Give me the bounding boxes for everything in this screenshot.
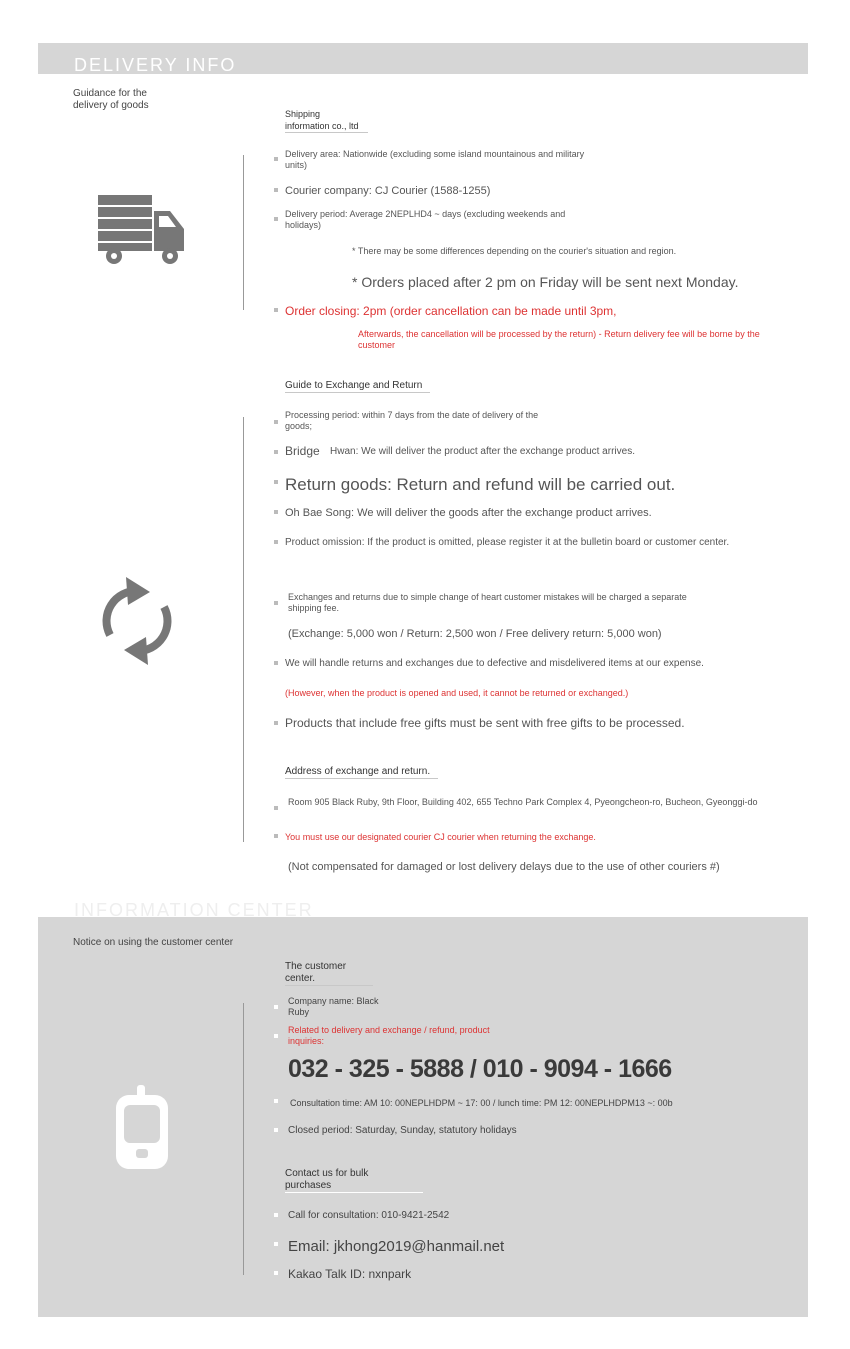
free-gifts: Products that include free gifts must be sent with free gifts to be processed.: [285, 716, 685, 730]
simple-change: Exchanges and returns due to simple change of heart customer mistakes will be charged a separate shipping fee.: [288, 592, 687, 613]
company-name: Company name: Black Ruby: [288, 996, 379, 1017]
bullet: [274, 1099, 278, 1103]
bullet: [274, 601, 278, 605]
bullet: [274, 450, 278, 454]
phone-number: 032 - 325 - 5888 / 010 - 9094 - 1666: [288, 1055, 672, 1083]
not-compensated: (Not compensated for damaged or lost delivery delays due to the use of other couriers #): [288, 861, 720, 873]
order-closing: Order closing: 2pm (order cancellation can be made until 3pm,: [285, 304, 617, 318]
bullet: [274, 1128, 278, 1132]
delivery-area: Delivery area: Nationwide (excluding some island mountainous and military units): [285, 149, 585, 170]
bullet: [274, 806, 278, 810]
note-differences: * There may be some differences depending on the courier's situation and region.: [352, 246, 677, 256]
courier-notice: You must use our designated courier CJ courier when returning the exchange.: [285, 832, 596, 842]
bullet: [274, 540, 278, 544]
kakao-id: Kakao Talk ID: nxnpark: [288, 1267, 412, 1281]
return-address: Room 905 Black Ruby, 9th Floor, Building 402, 655 Techno Park Complex 4, Pyeongcheon-ro, Bucheon, Gyeonggi-do: [288, 797, 758, 807]
processing-period: Processing period: within 7 days from the date of delivery of the goods;: [285, 410, 539, 431]
opened-notice: (However, when the product is opened and used, it cannot be returned or exchanged.): [285, 688, 629, 698]
courier-company: Courier company: CJ Courier (1588-1255): [285, 185, 491, 197]
delivery-title: DELIVERY INFO: [74, 55, 237, 75]
bullet: [274, 1034, 278, 1038]
email: Email: jkhong2019@hanmail.net: [288, 1238, 505, 1255]
bullet: [274, 510, 278, 514]
bridge-text: Hwan: We will deliver the product after the exchange product arrives.: [330, 446, 635, 457]
bullet: [274, 188, 278, 192]
bullet: [274, 1005, 278, 1009]
exchange-heading: Guide to Exchange and Return: [285, 380, 430, 393]
oh-bae-song: Oh Bae Song: We will deliver the goods after the exchange product arrives.: [285, 507, 652, 519]
info-title: INFORMATION CENTER: [74, 900, 314, 920]
shipping-heading: Shipping information co., ltd: [285, 108, 368, 133]
truck-icon: [96, 193, 188, 272]
note-friday: * Orders placed after 2 pm on Friday will be sent next Monday.: [352, 274, 739, 290]
phone-icon: [113, 1083, 171, 1176]
product-omission: Product omission: If the product is omitted, please register it at the bulletin board or customer center.: [285, 537, 730, 548]
delivery-divider: [243, 155, 244, 310]
return-goods: Return goods: Return and refund will be carried out.: [285, 475, 676, 494]
bullet: [274, 308, 278, 312]
refresh-icon: [98, 577, 176, 670]
bridge-label: Bridge: [285, 444, 320, 458]
bullet: [274, 834, 278, 838]
bullet: [274, 420, 278, 424]
related-inquiries: Related to delivery and exchange / refund, product inquiries:: [288, 1025, 490, 1046]
bullet: [274, 157, 278, 161]
bullet: [274, 1242, 278, 1246]
bullet: [274, 661, 278, 665]
closed-period: Closed period: Saturday, Sunday, statutory holidays: [288, 1125, 517, 1136]
exchange-divider: [243, 417, 244, 842]
bullet: [274, 480, 278, 484]
defective-items: We will handle returns and exchanges due to defective and misdelivered items at our expense.: [285, 658, 704, 669]
customer-center-heading: The customer center.: [285, 961, 373, 986]
bullet: [274, 217, 278, 221]
call-consultation: Call for consultation: 010-9421-2542: [288, 1210, 450, 1221]
info-divider: [243, 1003, 244, 1275]
bullet: [274, 1213, 278, 1217]
address-heading: Address of exchange and return.: [285, 766, 438, 779]
order-closing-detail: Afterwards, the cancellation will be processed by the return) - Return delivery fee will be borne by the customer: [358, 329, 760, 350]
consultation-time: Consultation time: AM 10: 00NEPLHDPM ~ 17: 00 / lunch time: PM 12: 00NEPLHDPM13 ~: 00b: [290, 1098, 673, 1108]
bullet: [274, 721, 278, 725]
bullet: [274, 1271, 278, 1275]
bulk-heading: Contact us for bulk purchases: [285, 1168, 423, 1193]
delivery-subtitle: Guidance for the delivery of goods: [73, 88, 149, 111]
delivery-period: Delivery period: Average 2NEPLHD4 ~ days (excluding weekends and holidays): [285, 209, 566, 230]
fees: (Exchange: 5,000 won / Return: 2,500 won / Free delivery return: 5,000 won): [288, 628, 662, 640]
info-subtitle: Notice on using the customer center: [73, 937, 234, 948]
